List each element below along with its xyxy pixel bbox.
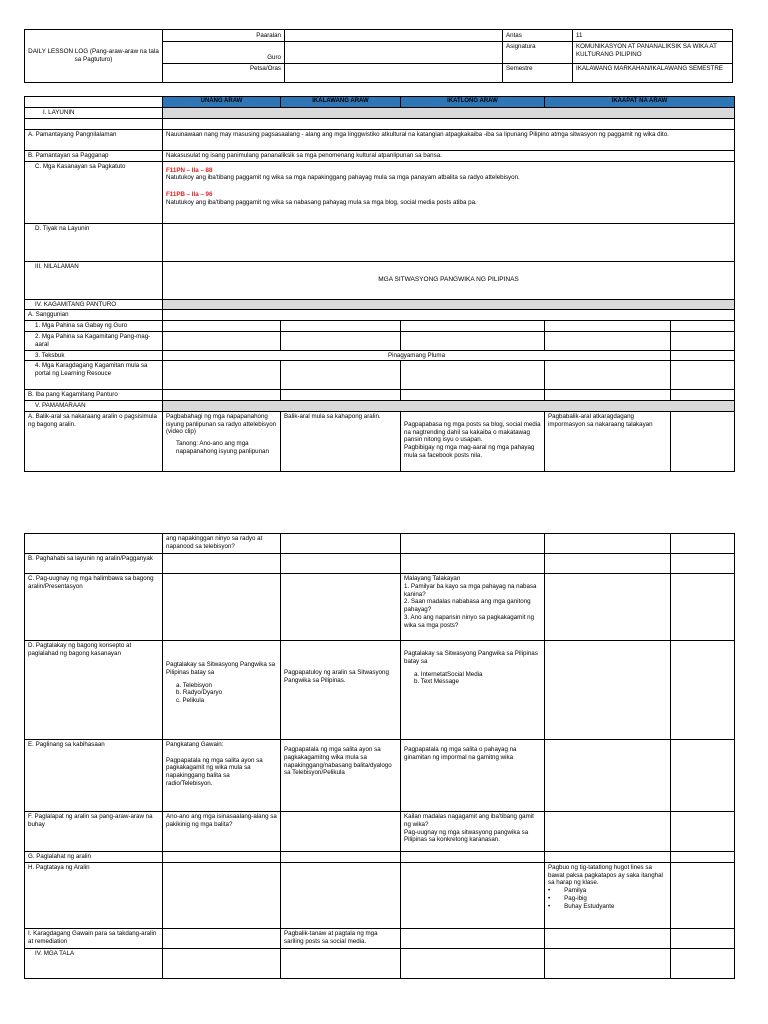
- cell: [671, 574, 735, 641]
- blank-corner: [25, 97, 163, 108]
- day-header-3: IKATLONG ARAW: [401, 97, 545, 108]
- pagtataya-item-text: Pag-ibig: [564, 894, 587, 902]
- cell: [671, 411, 735, 471]
- semestre-value: IKALAWANG MARKAHAN/IKALAWANG SEMESTRE: [573, 64, 733, 83]
- cell: [401, 554, 545, 574]
- cell: [545, 361, 671, 390]
- antas-value: 11: [573, 30, 733, 42]
- balik-aral-day1-a: Pagbabahagi ng mga napapanahong isyung panlipunan sa radyo attelebisyon (video clip): [166, 412, 277, 436]
- pagtalakay-day1-item: a. Telebisyon: [176, 681, 213, 689]
- pagtalakay-day3: [401, 641, 545, 740]
- guro-value: [285, 42, 503, 64]
- cell: [401, 361, 545, 390]
- mga-tala-label: IV. MGA TALA: [25, 948, 163, 978]
- nilalaman-value: MGA SITWASYONG PANGWIKA NG PILIPINAS: [163, 261, 735, 299]
- cell: [281, 534, 401, 554]
- cell: [545, 928, 671, 948]
- pagtalakay-day3-intro: Pagtalakay sa Sitwasyong Pangwika sa Pilipinas batay sa: [404, 650, 538, 665]
- cell: [401, 852, 545, 863]
- petsa-label: Petsa/Oras: [163, 64, 285, 83]
- cell: [671, 554, 735, 574]
- gabay-label: 1. Mga Pahina sa Gabay ng Guro: [25, 321, 163, 332]
- cell: [401, 928, 545, 948]
- day-header-1: UNANG ARAW: [163, 97, 281, 108]
- paglinang-day1: Pangkatang Gawain: Pagpapatala ng mga salita ayon sa pagkakagamit ng wika mula sa napakinggang balita sa radio/Telebisyon.: [163, 740, 281, 812]
- nilalaman-label: III. NILALAMAN: [25, 261, 163, 299]
- teksbuk-value: Pinagyamang Pluma: [163, 350, 671, 361]
- cell: [163, 321, 281, 332]
- pamantayang-pangnilalaman-label: A. Pamantayang Pangnilalaman: [25, 129, 163, 150]
- pagtalakay-day3-item: a. InternetatSocial Media: [414, 670, 483, 678]
- cell: [671, 928, 735, 948]
- pagtataya-day4-intro: Pagbuo ng tig-tatatlong hugot lines sa bawat paksa pagkatapos ay saka itanghal sa harap ng klase.: [548, 863, 663, 887]
- cell: [281, 321, 401, 332]
- layunin-band: [163, 107, 735, 118]
- pagtalakay-day1-item: c. Pelikula: [176, 697, 205, 704]
- cell: [545, 390, 671, 401]
- cell: [281, 948, 401, 978]
- cell: [281, 554, 401, 574]
- paglalahat-label: G. Paglalahat ng aralin: [25, 852, 163, 863]
- cell: [281, 332, 401, 351]
- cell: [401, 321, 545, 332]
- cell: [545, 332, 671, 351]
- cell: [671, 534, 735, 554]
- teksbuk-label: 3. Teksbuk: [25, 350, 163, 361]
- dll-title: DAILY LESSON LOG (Pang-araw-araw na tala sa Pagtuturo): [25, 30, 163, 83]
- cell: [163, 862, 281, 928]
- layunin-heading: I. LAYUNIN: [25, 107, 163, 118]
- cell: [163, 928, 281, 948]
- cell: [163, 332, 281, 351]
- cell: [671, 812, 735, 852]
- pagtalakay-day1-intro: Pagtalakay sa Sitwasyong Pangwika sa Pilipinas batay sa: [166, 661, 276, 676]
- pagtalakay-label: D. Pagtalakay ng bagong konsepto at paglalahad ng bagong kasanayan: [25, 641, 163, 740]
- cell: [545, 534, 671, 554]
- pamamaraan-label: V. PAMAMARAAN: [25, 401, 163, 412]
- kagamitan-band: [163, 299, 735, 310]
- petsa-value: [285, 64, 503, 83]
- cell: [671, 332, 735, 351]
- cell: [281, 862, 401, 928]
- cell: [281, 361, 401, 390]
- balik-aral-label: A. Balik-aral sa nakaraang aralin o pagsisimula ng bagong aralin.: [25, 411, 163, 471]
- cell: [545, 321, 671, 332]
- paglalapat-day1: Ano-ano ang mga isinasaalang-alang sa pakikinig ng mga balita?: [163, 812, 281, 852]
- paglinang-day3: Pagpapatala ng mga salita o pahayag na ginamitan ng impormal na gamitng wika: [401, 740, 545, 812]
- pagtalakay-day2: Pagpapatuloy ng aralin sa Sitwasyong Pangwika sa Pilipinas.: [281, 641, 401, 740]
- balik-aral-day3: Pagpapabasa ng mga posts sa blog, social media na nagtrending dahil sa kakaiba o makatawag pansin nitong isyu o usapan. Pagbibigay ng mga mag-aaral ng mga pahayag mula sa facebook posts nila.: [401, 411, 545, 471]
- cell: [401, 534, 545, 554]
- kasanayan-text-1: Natutukoy ang iba'tibang paggamit ng wika sa mga napakinggang pahayag mula sa mga panayam atbalita sa radyo attelebisyon.: [166, 174, 520, 182]
- cell: [671, 641, 735, 740]
- cell: [545, 852, 671, 863]
- cell: [25, 534, 163, 554]
- kasanayan-code-1: F11PN – IIa – 88: [166, 166, 213, 174]
- cell: [401, 862, 545, 928]
- cell: [671, 862, 735, 928]
- sanggunian-label: A. Sanggunian: [25, 310, 163, 321]
- day-header-4: IKAAPAT NA ARAW: [545, 97, 735, 108]
- paaralan-value: [285, 30, 503, 42]
- cell: [671, 390, 735, 401]
- kagamitang-mag-aaral-label: 2. Mga Pahina sa Kagamitang Pang-mag-aaral: [25, 332, 163, 351]
- semestre-label: Semestre: [503, 64, 573, 83]
- kasanayan-text-2: Natutukoy ang iba'tibang paggamit ng wika sa nabasang pahayag mula sa mga blog, social media posts atiba pa.: [166, 198, 477, 206]
- spacer-cell: [163, 118, 735, 129]
- cell: [163, 361, 281, 390]
- balik-aral-day1: [163, 411, 281, 471]
- cell: [545, 812, 671, 852]
- balik-aral-day4: Pagbabalik-aral atkaragdagang impormasyon sa nakaraang talakayan: [545, 411, 671, 471]
- cell: [163, 390, 281, 401]
- pagtalakay-day1: [163, 641, 281, 740]
- cell: [281, 574, 401, 641]
- pagtataya-day4-item: • Buhay Estudyante: [548, 902, 615, 910]
- cell: [671, 350, 735, 361]
- paglalapat-day3: Kailan madalas nagagamit ang iba'tibang gamit ng wika? Pag-uugnay ng mga sitwasyong pangwika sa Pilipinas sa konkretong karanasan.: [401, 812, 545, 852]
- kasanayan-cell: [163, 161, 735, 223]
- balik-aral-day2: Balik-aral mula sa kahapong aralin.: [281, 411, 401, 471]
- cont-day1: ang napakinggan ninyo sa radyo at napanood sa telebisyon?: [163, 534, 281, 554]
- sanggunian-band: [163, 310, 735, 321]
- karagdagang-gawain-label: I. Karagdagang Gawain para sa takdang-aralin at remediation: [25, 928, 163, 948]
- pamamaraan-band: [163, 401, 735, 412]
- balik-aral-day1-b: Tanong: Ano-ano ang mga napapanahong isyung panlipunan: [176, 440, 269, 455]
- pagtataya-day4-item: • Pamilya: [548, 887, 587, 894]
- cell: [401, 332, 545, 351]
- tiyak-layunin-label: D. Tiyak na Layunin: [25, 223, 163, 261]
- cell: [545, 740, 671, 812]
- karagdagang-gawain-day2: Pagbalik-tanaw at pagtala ng mga sariling posts sa social media.: [281, 928, 401, 948]
- kasanayan-label: C. Mga Kasanayan sa Pagkatuto: [25, 161, 163, 223]
- cell: [671, 852, 735, 863]
- kasanayan-code-2: F11PB – IIa – 96: [166, 191, 213, 198]
- day-header-2: IKALAWANG ARAW: [281, 97, 401, 108]
- cell: [545, 574, 671, 641]
- lesson-table-page1: [24, 96, 735, 472]
- tiyak-layunin-value: [163, 223, 735, 261]
- asignatura-label: Asignatura: [503, 42, 573, 64]
- pagtalakay-day1-item: b. Radyo/Dyaryo: [176, 689, 223, 697]
- spacer-cell: [25, 118, 163, 129]
- paglalapat-label: F. Paglalapat ng aralin sa pang-araw-araw na buhay: [25, 812, 163, 852]
- paaralan-label: Paaralan: [163, 30, 285, 42]
- cell: [671, 361, 735, 390]
- cell: [163, 948, 281, 978]
- kagamitan-label: IV. KAGAMITANG PANTURO: [25, 299, 163, 310]
- paghahabi-label: B. Paghahabi sa layunin ng aralin/Pagganyak: [25, 554, 163, 574]
- cell: [671, 321, 735, 332]
- lr-portal-label: 4. Mga Karagdagang Kagamitan mula sa portal ng Learning Resouce: [25, 361, 163, 390]
- pagtataya-item-text: Buhay Estudyante: [564, 902, 615, 910]
- pagtataya-item-text: Pamilya: [564, 887, 587, 894]
- guro-label: Guro: [163, 42, 285, 64]
- pag-uugnay-day3: Malayang Talakayan 1. Pamilyar ba kayo sa mga pahayag na nabasa kanina? 2. Saan madalas nababasa ang mga ganitong pahayag? 3. Ano ang napansin ninyo sa pagkakagamit ng wika sa mga posts?: [401, 574, 545, 641]
- cell: [545, 948, 671, 978]
- pag-uugnay-label: C. Pag-uugnay ng mga halimbawa sa bagong aralin/Presentasyon: [25, 574, 163, 641]
- cell: [163, 852, 281, 863]
- cell: [163, 574, 281, 641]
- pagtataya-label: H. Pagtataya ng Aralin: [25, 862, 163, 928]
- cell: [401, 390, 545, 401]
- pagtataya-day4-item: • Pag-ibig: [548, 894, 587, 902]
- asignatura-value: KOMUNIKASYON AT PANANALIKSIK SA WIKA AT KULTURANG PILIPINO: [573, 42, 733, 64]
- pamantayang-pangnilalaman-value: Nauunawaan nang may masusing pagsasaalang - alang ang mga linggwistiko atkultural na katangian atpagkakaiba -iba sa lipunang Pilipino atmga sitwasyon ng paggamit ng wika dito.: [163, 129, 735, 150]
- paglinang-day2: Pagpapatala ng mga salita ayon sa pagkakagamitng wika mula sa napakinggang/nabasang balita/dyalogo sa Telebisyon/Pelikula: [281, 740, 401, 812]
- cell: [281, 852, 401, 863]
- cell: [163, 554, 281, 574]
- iba-pang-kagamitan-label: B. Iba pang Kagamitang Panturo: [25, 390, 163, 401]
- lesson-table-page2: [24, 533, 735, 979]
- paglinang-label: E. Paglinang sa kabihasaan: [25, 740, 163, 812]
- header-table: [24, 29, 733, 83]
- pagtalakay-day3-item: b. Text Message: [414, 678, 459, 686]
- cell: [281, 390, 401, 401]
- cell: [671, 740, 735, 812]
- cell: [401, 948, 545, 978]
- pagtataya-day4: [545, 862, 671, 928]
- cell: [281, 812, 401, 852]
- cell: [545, 641, 671, 740]
- cell: [545, 554, 671, 574]
- cell: [671, 948, 735, 978]
- pamantayan-pagganap-value: Nakasusulat ng isang panimulang pananaliksik sa mga penomenang kultural atpanlipunan sa bansa.: [163, 150, 735, 161]
- pamantayan-pagganap-label: B. Pamantayan sa Pagganap: [25, 150, 163, 161]
- antas-label: Antas: [503, 30, 573, 42]
